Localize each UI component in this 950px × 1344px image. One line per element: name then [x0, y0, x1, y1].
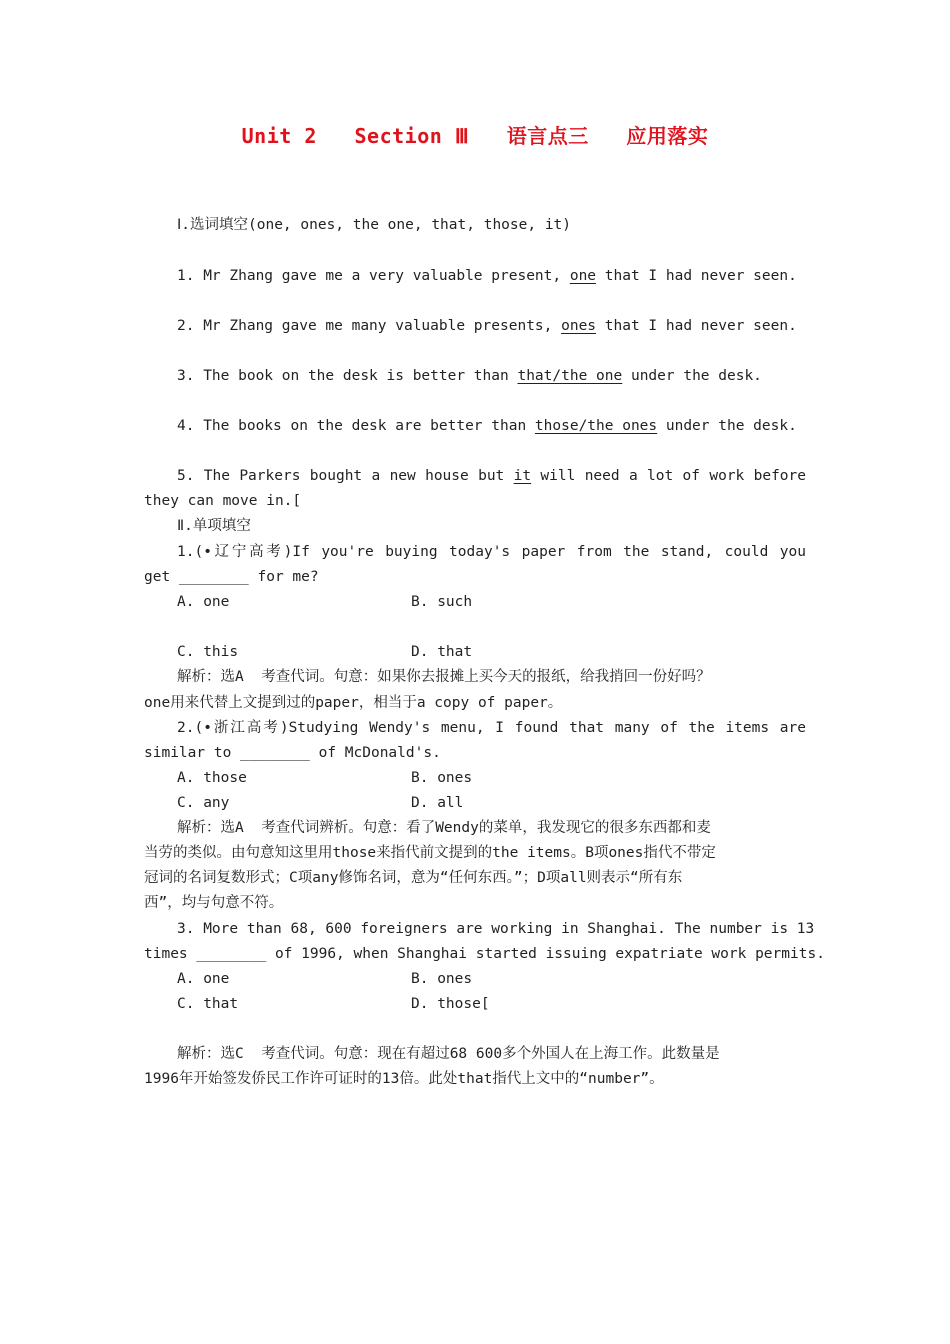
page-title: Unit 2 Section Ⅲ 语言点三 应用落实 [241, 124, 709, 148]
explanation-3-line1: 解析：选C 考查代词。句意：现在有超过68 600多个外国人在上海工作。此数量是 [177, 1046, 720, 1062]
explanation-1-line1: 解析：选A 考查代词。句意：如果你去报摊上买今天的报纸，给我捎回一份好吗？ [177, 669, 711, 685]
answer: that/the one [517, 368, 623, 384]
option-d: D. all [411, 795, 464, 811]
item-text: under the desk. [657, 418, 797, 434]
fill-item-5 [144, 466, 806, 486]
explanation-2-line4: 西”，均与句意不符。 [144, 895, 284, 911]
question-3-line1: 3. More than 68, 600 foreigners are working in Shanghai. The number is 13 [177, 921, 815, 937]
part1-heading: Ⅰ.选词填空(one, ones, the one, that, those, it) [177, 217, 572, 233]
explanation-2-line1: 解析：选A 考查代词辨析。句意：看了Wendy的菜单，我发现它的很多东西都和麦 [177, 820, 711, 836]
answer: it [513, 468, 532, 484]
question-2-line1: 2.(•浙江高考)Studying Wendy's menu, I found that many of the items are [177, 720, 806, 736]
option-c: C. this [177, 644, 239, 660]
option-b: B. ones [411, 770, 473, 786]
question-1-line1: 1.(•辽宁高考)If you're buying today's paper from the stand, could you [177, 544, 806, 560]
item-text: under the desk. [622, 368, 762, 384]
explanation-2-line2: 当劳的类似。由句意知这里用those来指代前文提到的the items。B项ones指代不带定 [144, 845, 716, 861]
option-c: C. that [177, 996, 239, 1012]
answer: one [569, 268, 597, 284]
fill-item-4 [177, 416, 797, 436]
question-2-line2: similar to ________ of McDonald's. [144, 745, 441, 761]
item-text: 4. The books on the desk are better than [177, 418, 535, 434]
option-a: A. one [177, 594, 230, 610]
item-text: that I had never seen. [596, 268, 797, 284]
answer: those/the ones [534, 418, 658, 434]
part2-heading: Ⅱ.单项填空 [177, 518, 251, 534]
explanation-3-line2: 1996年开始签发侨民工作许可证时的13倍。此处that指代上文中的“number”。 [144, 1071, 664, 1087]
fill-item-1 [177, 266, 797, 286]
option-b: B. such [411, 594, 473, 610]
item-text: 1. Mr Zhang gave me a very valuable present, [177, 268, 570, 284]
fill-item-3 [177, 366, 762, 386]
option-a: A. one [177, 971, 230, 987]
item-text: 3. The book on the desk is better than [177, 368, 518, 384]
option-d: D. that [411, 644, 473, 660]
item-text: 2. Mr Zhang gave me many valuable presents, [177, 318, 562, 334]
item-text: that I had never seen. [596, 318, 797, 334]
option-c: C. any [177, 795, 230, 811]
question-3-line2: times ________ of 1996, when Shanghai started issuing expatriate work permits. [144, 946, 825, 962]
option-a: A. those [177, 770, 247, 786]
explanation-2-line3: 冠词的名词复数形式；C项any修饰名词，意为“任何东西。”；D项all则表示“所有东 [144, 870, 683, 886]
option-d: D. those[ [411, 996, 490, 1012]
item-text: 5. The Parkers bought a new house but [177, 468, 514, 484]
explanation-1-line2: one用来代替上文提到过的paper，相当于a copy of paper。 [144, 695, 563, 711]
answer: ones [561, 318, 597, 334]
fill-item-5-cont: they can move in.[ [144, 493, 302, 509]
fill-item-2 [177, 316, 797, 336]
question-1-line2: get ________ for me? [144, 569, 319, 585]
item-text: will need a lot of work before [531, 468, 806, 484]
option-b: B. ones [411, 971, 473, 987]
